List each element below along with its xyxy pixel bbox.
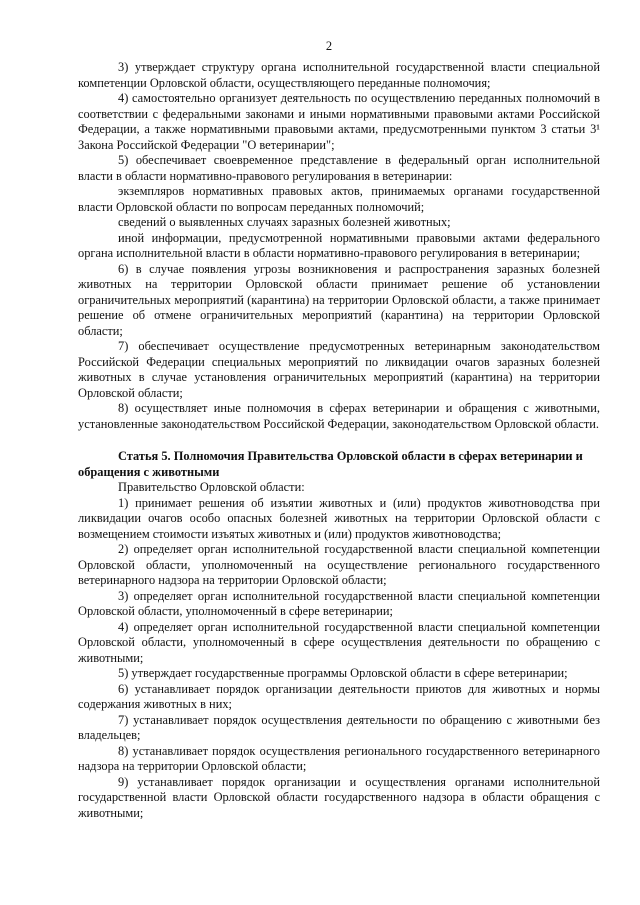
paragraph: 3) утверждает структуру органа исполнительной государственной власти специальной компетенции Орловской области, осуществляющего переданные полномочия; xyxy=(78,60,600,90)
paragraph: 7) устанавливает порядок осуществления деятельности по обращению с животными без владельцев; xyxy=(78,712,600,742)
article-4-continuation xyxy=(78,60,600,432)
paragraph: 4) определяет орган исполнительной государственной власти специальной компетенции Орловской области, уполномоченный в сфере осуществления деятельности по обращению с животными; xyxy=(78,619,600,665)
paragraph: Правительство Орловской области: xyxy=(118,480,305,494)
paragraph: 1) принимает решения об изъятии животных и (или) продуктов животноводства при ликвидации очагов особо опасных болезней животных на территории Орловской области с возмещением стоимости изъятых животных и (или) продуктов животноводства; xyxy=(78,495,600,541)
paragraph: 5) утверждает государственные программы Орловской области в сфере ветеринарии; xyxy=(118,666,568,680)
paragraph: 9) устанавливает порядок организации и осуществления органами исполнительной государственной власти Орловской области государственного надзора в области обращения с животными; xyxy=(78,774,600,820)
paragraph: 6) в случае появления угрозы возникновения и распространения заразных болезней животных на территории Орловской области принимает решение об установлении ограничительных мероприятий (карантина) на территории Орловской области, а также принимает решение об отмене ограничительных мероприятий (карантина) на территории Орловской области; xyxy=(78,261,600,338)
paragraph: 4) самостоятельно организует деятельность по осуществлению переданных полномочий в соответствии с федеральными законами и иными нормативными правовыми актами Российской Федерации, а также нормативными правовыми актами, предусмотренными пунктом 3 статьи 3¹ Закона Российской Федерации "О ветеринарии"; xyxy=(78,91,600,152)
article-5-title: Статья 5. Полномочия Правительства Орловской области в сферах ветеринарии и обращения с животными xyxy=(78,449,583,479)
paragraph: экземпляров нормативных правовых актов, принимаемых органами государственной власти Орловской области по вопросам переданных полномочий; xyxy=(78,184,600,214)
paragraph: 7) обеспечивает осуществление предусмотренных ветеринарным законодательством Российской Федерации специальных мероприятий по ликвидации очагов заразных болезней животных в случае установления ограничительных мероприятий (карантина) на территории Орловской области; xyxy=(78,339,600,400)
paragraph: 8) осуществляет иные полномочия в сферах ветеринарии и обращения с животными, установленные законодательством Российской Федерации, законодательством Орловской области. xyxy=(78,401,600,431)
paragraph: 8) устанавливает порядок осуществления регионального государственного ветеринарного надзора на территории Орловской области; xyxy=(78,743,600,773)
paragraph: 2) определяет орган исполнительной государственной власти специальной компетенции Орловской области, уполномоченный на осуществление регионального государственного ветеринарного надзора на территории Орловской области; xyxy=(78,542,600,587)
paragraph: 5) обеспечивает своевременное представление в федеральный орган исполнительной власти в области нормативно-правового регулирования в ветеринарии: xyxy=(78,153,600,183)
paragraph: 3) определяет орган исполнительной государственной власти специальной компетенции Орловской области, уполномоченный в сфере ветеринарии; xyxy=(78,588,600,618)
paragraph: 6) устанавливает порядок организации деятельности приютов для животных и нормы содержания животных в них; xyxy=(78,681,600,711)
paragraph: сведений о выявленных случаях заразных болезней животных; xyxy=(118,215,451,229)
article-5-body xyxy=(78,480,600,821)
page-number: 2 xyxy=(325,39,333,53)
paragraph: иной информации, предусмотренной нормативными правовыми актами федерального органа исполнительной власти в области нормативно-правового регулирования в ветеринарии; xyxy=(78,230,600,260)
